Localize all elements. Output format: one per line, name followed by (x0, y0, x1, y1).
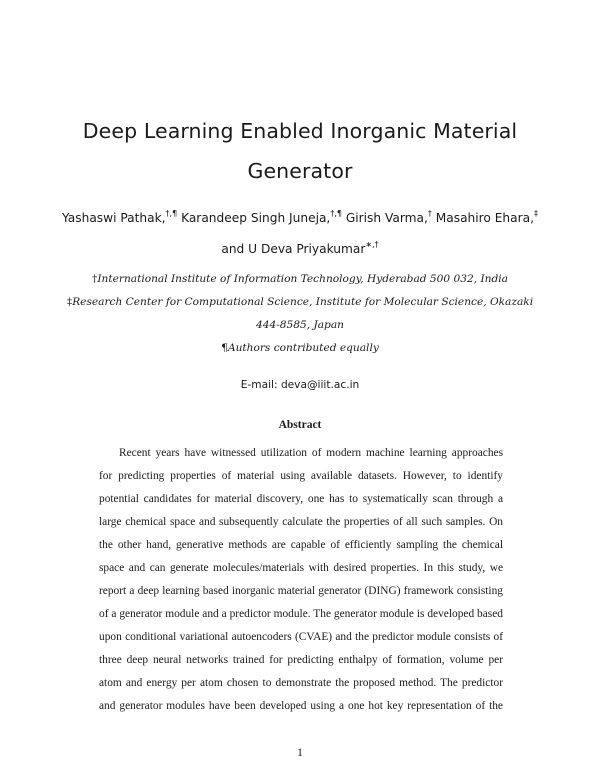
abstract-line: upon conditional variational autoencoders (CVAE) and the predictor module consists of (99, 631, 503, 643)
affiliation-2 (40, 292, 560, 312)
author-marks: † (427, 208, 432, 218)
abstract-line: and generator modules have been developed using a one hot key representation of the (99, 700, 503, 712)
author-marks: ∗,† (365, 239, 379, 249)
abstract-line: three deep neural networks trained for predicting enthalpy of formation, volume per (99, 654, 503, 666)
author-marks: †,¶ (165, 208, 178, 218)
affiliation-text: International Institute of Information Technology, Hyderabad 500 032, India (97, 273, 508, 285)
abstract-line: potential candidates for material discovery, one has to systematically scan through a (99, 493, 503, 505)
email-label: E-mail: (240, 379, 278, 391)
affiliation-2-cont (40, 315, 560, 335)
affiliation-text: 444-8585, Japan (256, 319, 344, 331)
affiliation-mark: ‡ (66, 296, 73, 308)
author-list (40, 203, 560, 265)
abstract-line: report a deep learning based inorganic material generator (DING) framework consisting (99, 585, 503, 597)
page-number: 1 (297, 745, 303, 759)
abstract-line: of a generator module and a predictor module. The generator module is developed based (99, 608, 503, 620)
abstract-line: the other hand, generative methods are capable of efficiently sampling the chemical (99, 539, 503, 551)
abstract-line: Recent years have witnessed utilization of modern machine learning approaches (119, 447, 503, 459)
email-line (40, 375, 560, 395)
author-name: Yashaswi Pathak, (62, 211, 166, 225)
abstract-heading: Abstract (278, 419, 322, 431)
affiliation-text: Authors contributed equally (227, 342, 379, 354)
email-address[interactable]: deva@iiit.ac.in (280, 379, 360, 391)
author-marks: ‡ (533, 208, 538, 218)
author-name: Masahiro Ehara, (435, 211, 534, 225)
affiliation-mark: ¶ (221, 342, 228, 354)
author-line-1 (40, 203, 560, 234)
author-name: Girish Varma, (345, 211, 428, 225)
author-marks: †,¶ (330, 208, 342, 218)
author-name: and U Deva Priyakumar (221, 242, 366, 256)
affiliation-equal-contrib (40, 338, 560, 358)
abstract-line: atom and energy per atom chosen to demonstrate the proposed method. The predictor (99, 677, 503, 689)
abstract-line: large chemical space and subsequently calculate the properties of all such samples. On (99, 516, 503, 528)
affiliation-1 (40, 269, 560, 289)
affiliation-mark: † (92, 273, 98, 285)
author-line-2 (40, 234, 560, 265)
affiliation-text: Research Center for Computational Science, Institute for Molecular Science, Okazaki (72, 296, 534, 308)
title-line-1: Deep Learning Enabled Inorganic Material (82, 119, 518, 143)
abstract-line: space and can generate molecules/materials with desired properties. In this study, we (99, 562, 503, 574)
title-line-2: Generator (247, 159, 353, 183)
paper-title (60, 111, 540, 191)
author-name: Karandeep Singh Juneja, (181, 211, 331, 225)
abstract-line: for predicting properties of material using available datasets. However, to identify (99, 470, 503, 482)
